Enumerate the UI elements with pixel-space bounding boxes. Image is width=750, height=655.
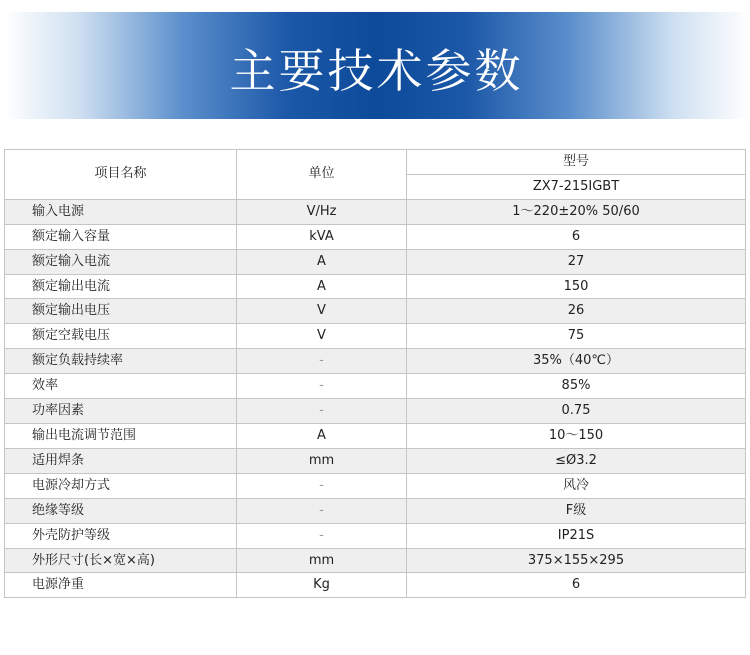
- row-unit: -: [237, 399, 407, 424]
- row-name: 额定输入电流: [5, 249, 237, 274]
- table-row: [5, 399, 746, 424]
- header-item-name: 项目名称: [5, 150, 237, 200]
- row-name: 电源净重: [5, 573, 237, 598]
- row-value: 35%（40℃）: [407, 349, 746, 374]
- row-name: 适用焊条: [5, 448, 237, 473]
- row-name: 功率因素: [5, 399, 237, 424]
- row-name: 额定输出电流: [5, 274, 237, 299]
- header-model-value: ZX7-215IGBT: [407, 174, 746, 199]
- row-value: IP21S: [407, 523, 746, 548]
- row-unit: V: [237, 324, 407, 349]
- header-model-label: 型号: [407, 150, 746, 175]
- table-row: [5, 448, 746, 473]
- row-name: 额定负载持续率: [5, 349, 237, 374]
- row-unit: A: [237, 423, 407, 448]
- table-row: [5, 324, 746, 349]
- row-value: 375×155×295: [407, 548, 746, 573]
- row-value: 10～150: [407, 423, 746, 448]
- page-title: 主要技术参数: [229, 44, 524, 98]
- row-unit: -: [237, 349, 407, 374]
- parameters-table: [4, 149, 746, 598]
- row-name: 额定空载电压: [5, 324, 237, 349]
- table-row: [5, 498, 746, 523]
- table-row: [5, 523, 746, 548]
- row-unit: V/Hz: [237, 199, 407, 224]
- row-unit: kVA: [237, 224, 407, 249]
- table-row: [5, 274, 746, 299]
- row-value: ≤Ø3.2: [407, 448, 746, 473]
- row-name: 输入电源: [5, 199, 237, 224]
- row-unit: A: [237, 249, 407, 274]
- row-value: 1～220±20% 50/60: [407, 199, 746, 224]
- table-row: [5, 349, 746, 374]
- row-unit: mm: [237, 448, 407, 473]
- row-unit: -: [237, 498, 407, 523]
- row-value: F级: [407, 498, 746, 523]
- row-name: 外壳防护等级: [5, 523, 237, 548]
- header-unit: 单位: [237, 150, 407, 200]
- row-value: 0.75: [407, 399, 746, 424]
- title-banner: [4, 12, 749, 119]
- row-unit: -: [237, 473, 407, 498]
- row-value: 风冷: [407, 473, 746, 498]
- row-unit: -: [237, 374, 407, 399]
- row-unit: mm: [237, 548, 407, 573]
- row-name: 额定输出电压: [5, 299, 237, 324]
- row-value: 150: [407, 274, 746, 299]
- row-name: 效率: [5, 374, 237, 399]
- row-value: 75: [407, 324, 746, 349]
- row-name: 外形尺寸(长×宽×高): [5, 548, 237, 573]
- table-row: [5, 573, 746, 598]
- row-name: 绝缘等级: [5, 498, 237, 523]
- table-row: [5, 374, 746, 399]
- row-value: 6: [407, 224, 746, 249]
- table-row: [5, 249, 746, 274]
- parameters-table-body: [5, 150, 746, 598]
- table-header-row: [5, 150, 746, 175]
- row-value: 26: [407, 299, 746, 324]
- table-row: [5, 473, 746, 498]
- row-value: 85%: [407, 374, 746, 399]
- table-row: [5, 199, 746, 224]
- row-name: 输出电流调节范围: [5, 423, 237, 448]
- row-value: 27: [407, 249, 746, 274]
- row-name: 额定输入容量: [5, 224, 237, 249]
- table-row: [5, 299, 746, 324]
- row-name: 电源冷却方式: [5, 473, 237, 498]
- table-row: [5, 423, 746, 448]
- row-unit: -: [237, 523, 407, 548]
- row-value: 6: [407, 573, 746, 598]
- table-row: [5, 548, 746, 573]
- row-unit: V: [237, 299, 407, 324]
- row-unit: A: [237, 274, 407, 299]
- row-unit: Kg: [237, 573, 407, 598]
- table-row: [5, 224, 746, 249]
